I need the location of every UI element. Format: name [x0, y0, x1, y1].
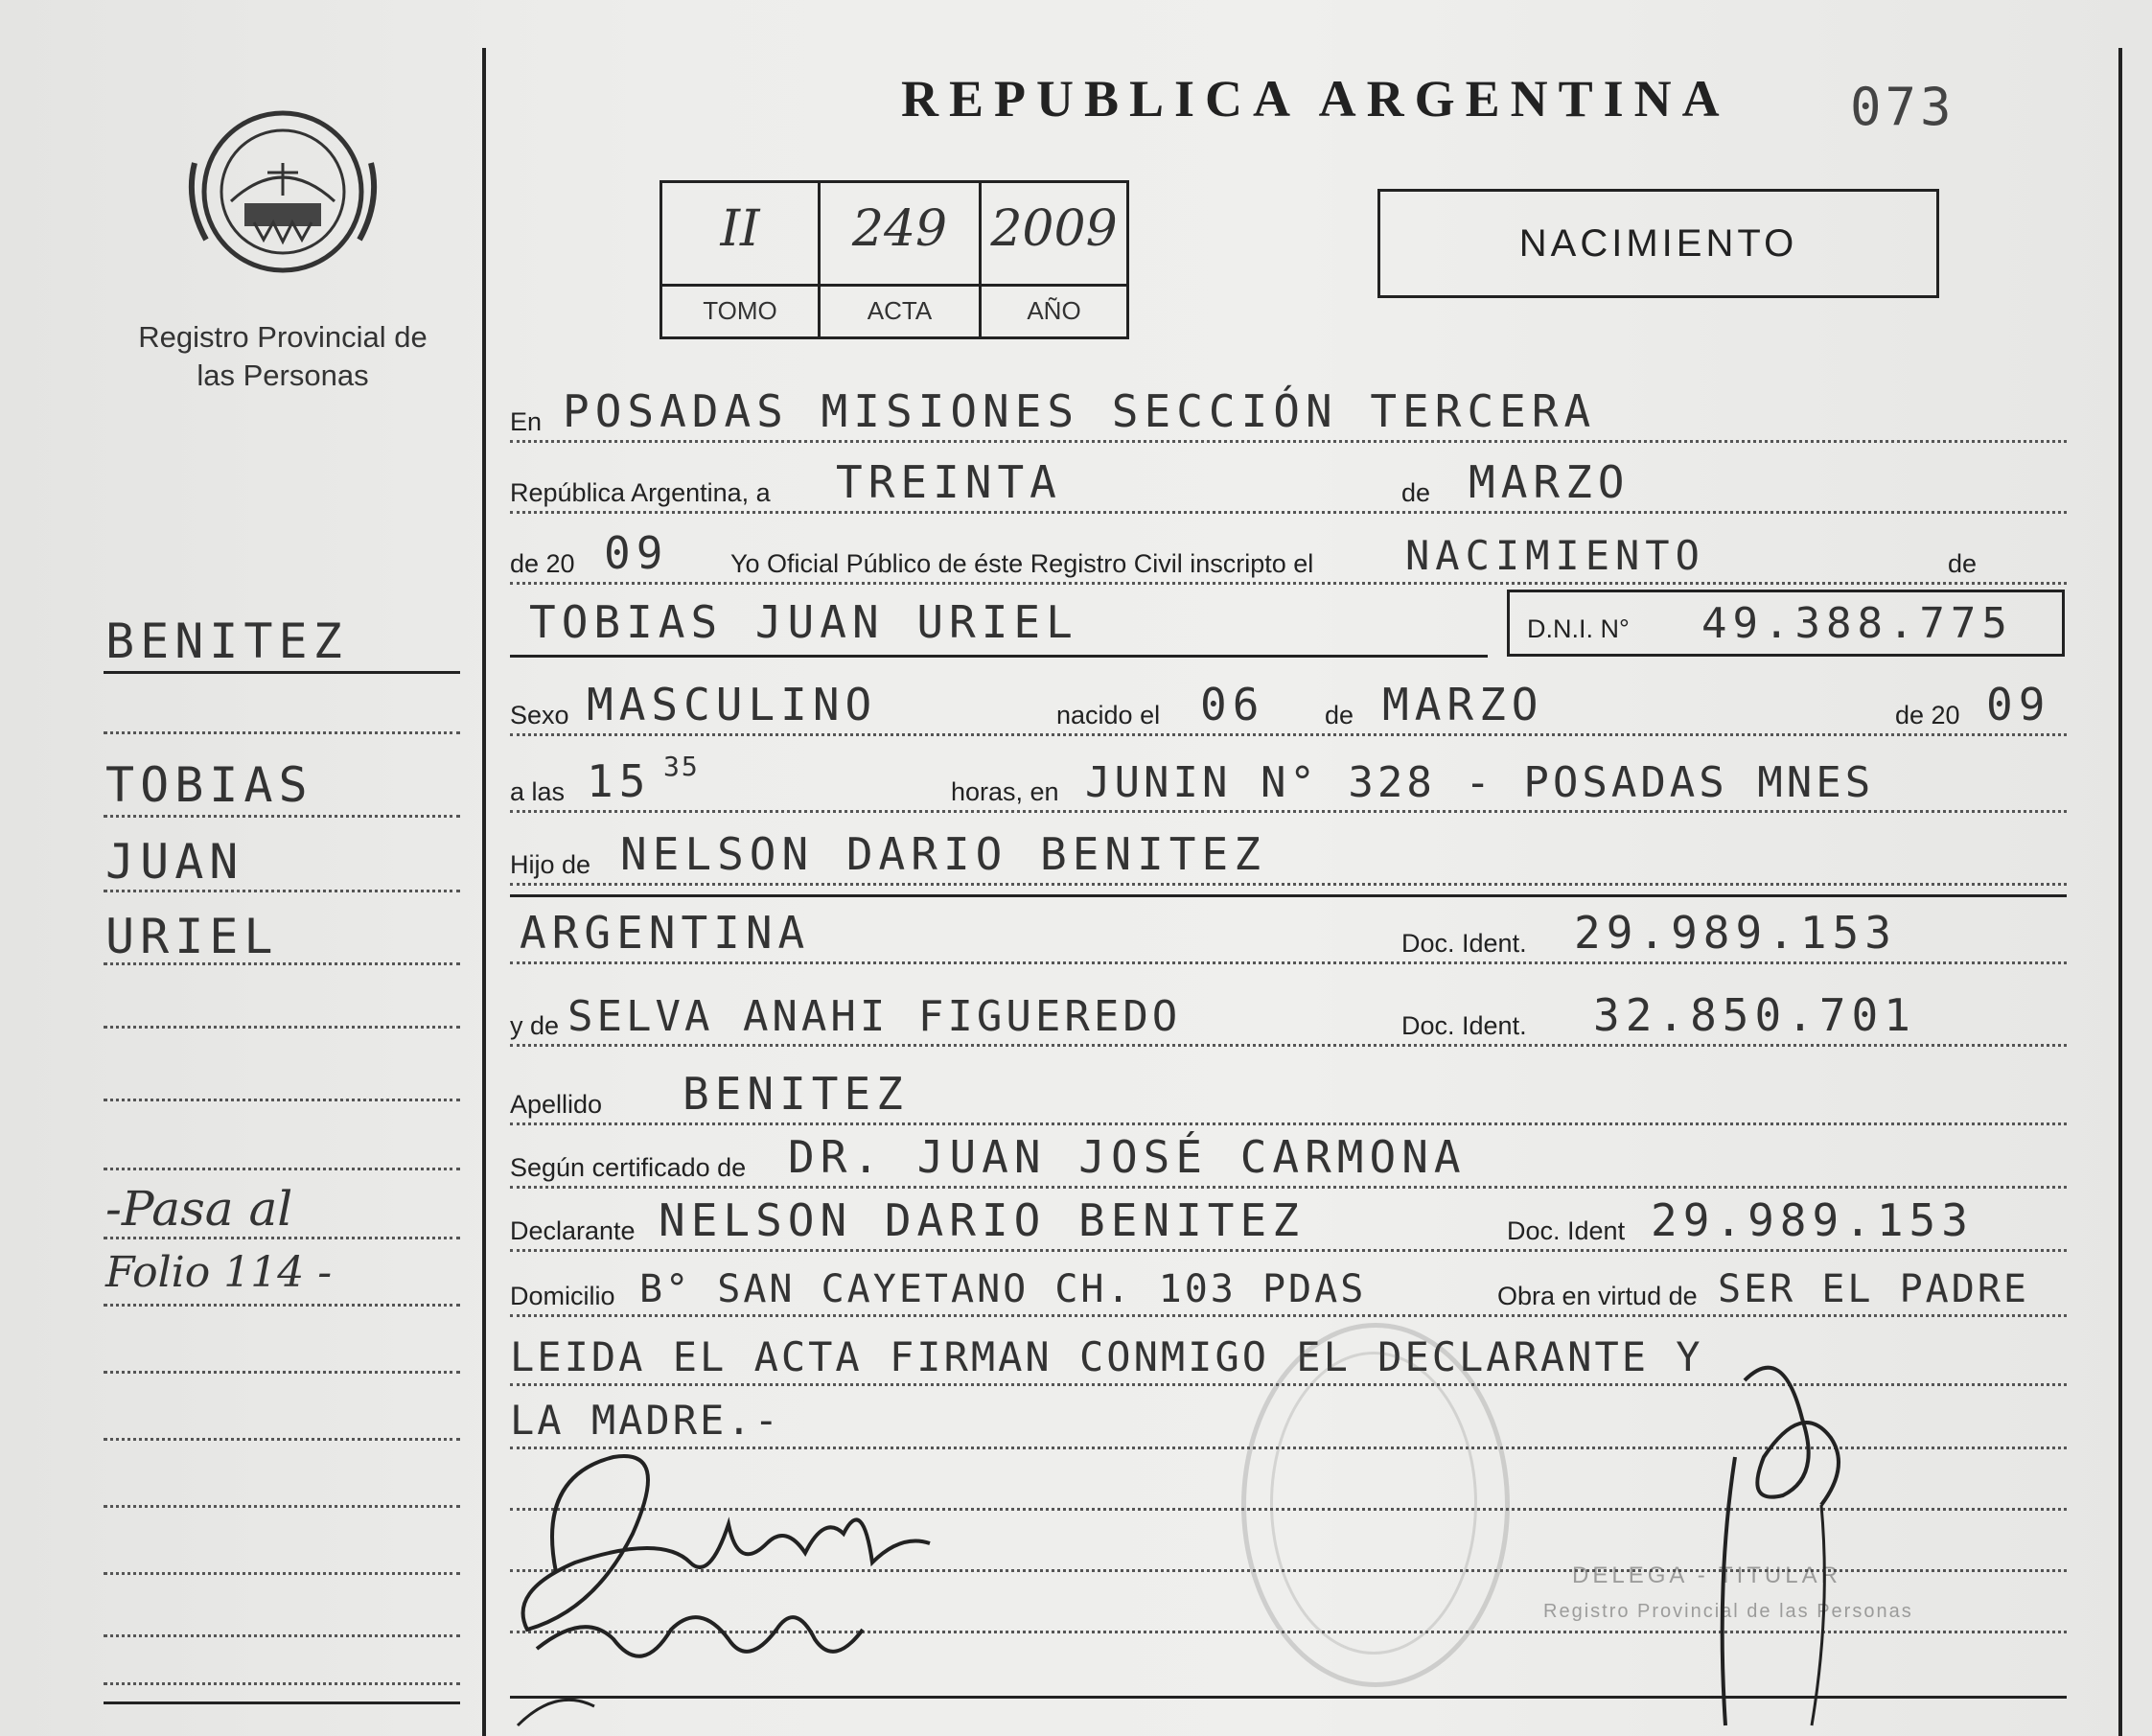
margin-rule — [104, 1701, 460, 1704]
hora-value: 15 — [587, 755, 652, 807]
index-box — [659, 180, 1129, 339]
folio-number: 073 — [1850, 77, 1955, 137]
margin-name3: URIEL — [105, 909, 279, 964]
declarant-signature — [498, 1419, 978, 1735]
de-label3: de — [1325, 701, 1354, 729]
hora-min: 35 — [663, 751, 700, 782]
tomo-label: TOMO — [662, 284, 818, 336]
row-nombre — [510, 594, 1488, 661]
row-fecha — [510, 454, 2067, 521]
stamp-line1: DELEGA - TITULAR — [1572, 1562, 1841, 1588]
row-apellido — [510, 1066, 2067, 1133]
madre-doc: 32.850.701 — [1593, 989, 1916, 1041]
margin-line — [104, 1099, 460, 1101]
acta-cell — [821, 183, 982, 336]
de-label: de — [1401, 478, 1431, 507]
mes-value: MARZO — [1469, 456, 1631, 508]
official-stamp-inner — [1270, 1352, 1477, 1655]
margin-line — [104, 731, 460, 734]
country-title: REPUBLICA ARGENTINA — [901, 70, 1730, 127]
domicilio-label: Domicilio — [510, 1282, 615, 1310]
row-anio — [510, 525, 2067, 592]
row-certificado — [510, 1129, 2067, 1196]
doc-ident-label-madre: Doc. Ident. — [1401, 1011, 1527, 1040]
obra-value: SER EL PADRE — [1718, 1267, 2029, 1311]
margin-rule — [104, 671, 460, 674]
margin-note1: -Pasa al — [105, 1181, 293, 1237]
padre-value: NELSON DARIO BENITEZ — [620, 828, 1266, 880]
tomo-value: II — [720, 200, 760, 258]
nac-dia: 06 — [1200, 679, 1265, 730]
dni-box — [1507, 590, 2065, 657]
nacido-label: nacido el — [1056, 701, 1161, 729]
margin-line — [104, 890, 460, 892]
certificado-label: Según certificado de — [510, 1153, 747, 1182]
stamp-line2: Registro Provincial de las Personas — [1543, 1601, 1913, 1622]
padre-doc: 29.989.153 — [1574, 907, 1897, 959]
nac-mes: MARZO — [1382, 679, 1544, 730]
row-hora — [510, 753, 2067, 821]
declarante-value: NELSON DARIO BENITEZ — [659, 1194, 1305, 1246]
margin-line — [104, 1505, 460, 1508]
row-lugar — [510, 383, 2067, 451]
texto-linea2: LA MADRE.- — [510, 1397, 781, 1444]
row-declarante — [510, 1192, 2067, 1260]
domicilio-value: B° SAN CAYETANO CH. 103 PDAS — [639, 1267, 1367, 1311]
margin-line — [104, 1572, 460, 1575]
margin-line — [104, 1026, 460, 1029]
padre-nacionalidad: ARGENTINA — [520, 907, 811, 959]
province-seal-logo — [187, 96, 379, 292]
inscripto-value: NACIMIENTO — [1405, 532, 1705, 579]
republica-label: República Argentina, a — [510, 478, 771, 507]
nac-anio: 09 — [1986, 679, 2051, 730]
anio-value: 09 — [604, 527, 669, 579]
obra-label: Obra en virtud de — [1497, 1282, 1698, 1310]
en-label: En — [510, 407, 543, 436]
registry-name: Registro Provincial de las Personas — [138, 320, 428, 392]
row-domicilio — [510, 1258, 2067, 1325]
yde-label: y de — [510, 1011, 560, 1040]
dni-label: D.N.I. N° — [1527, 614, 1630, 643]
officer-signature — [1687, 1342, 1879, 1736]
doc-ident-label: Doc. Ident. — [1401, 929, 1527, 958]
left-margin-rule — [482, 48, 486, 1736]
sexo-value: MASCULINO — [587, 679, 878, 730]
margin-note2: Folio 114 - — [105, 1248, 333, 1297]
right-margin-rule — [2118, 48, 2122, 1736]
anio-value: 2009 — [990, 200, 1118, 258]
acta-label: ACTA — [821, 284, 979, 336]
acta-value: 249 — [851, 200, 948, 258]
row-padre-rule — [510, 863, 2067, 901]
texto-linea1: LEIDA EL ACTA FIRMAN CONMIGO EL DECLARANTE Y — [510, 1333, 1703, 1380]
madre-value: SELVA ANAHI FIGUEREDO — [567, 992, 1182, 1041]
row-padre-doc — [510, 905, 2067, 972]
margin-line — [104, 1168, 460, 1170]
margin-line — [104, 1634, 460, 1637]
hijo-label: Hijo de — [510, 850, 591, 879]
record-type-box: NACIMIENTO — [1377, 189, 1939, 298]
nombre-value: TOBIAS JUAN URIEL — [529, 596, 1078, 648]
margin-line — [104, 1371, 460, 1374]
apellido-label: Apellido — [510, 1090, 603, 1119]
anio-cell — [982, 183, 1126, 336]
declarante-label: Declarante — [510, 1216, 636, 1245]
apellido-value: BENITEZ — [683, 1068, 909, 1120]
declarante-doc: 29.989.153 — [1651, 1194, 1974, 1246]
margin-line — [104, 1237, 460, 1239]
horas-en-label: horas, en — [951, 777, 1059, 806]
margin-surname: BENITEZ — [105, 613, 348, 669]
de20-label: de 20 — [510, 549, 575, 578]
sexo-label: Sexo — [510, 701, 569, 729]
margin-line — [104, 962, 460, 965]
row-sexo — [510, 677, 2067, 744]
margin-line — [104, 1438, 460, 1441]
oficial-label: Yo Oficial Público de éste Registro Civil inscripto el — [730, 549, 1314, 578]
margin-line — [104, 1304, 460, 1307]
nac-de20-label: de 20 — [1895, 701, 1960, 729]
dni-value: 49.388.775 — [1701, 599, 2013, 648]
row-madre — [510, 987, 2067, 1054]
lugar-nacimiento: JUNIN N° 328 - POSADAS MNES — [1085, 758, 1875, 807]
anio-label: AÑO — [982, 284, 1126, 336]
dia-value: TREINTA — [836, 456, 1062, 508]
lugar-inscripcion: POSADAS MISIONES SECCIÓN TERCERA — [563, 385, 1597, 437]
margin-line — [104, 815, 460, 818]
margin-name1: TOBIAS — [105, 757, 313, 813]
margin-line — [104, 1682, 460, 1685]
doc-ident-label2: Doc. Ident — [1507, 1216, 1626, 1245]
certificado-value: DR. JUAN JOSÉ CARMONA — [788, 1131, 1467, 1183]
margin-name2: JUAN — [105, 834, 244, 890]
alas-label: a las — [510, 777, 566, 806]
de-label2: de — [1948, 549, 1978, 578]
tomo-cell — [662, 183, 821, 336]
